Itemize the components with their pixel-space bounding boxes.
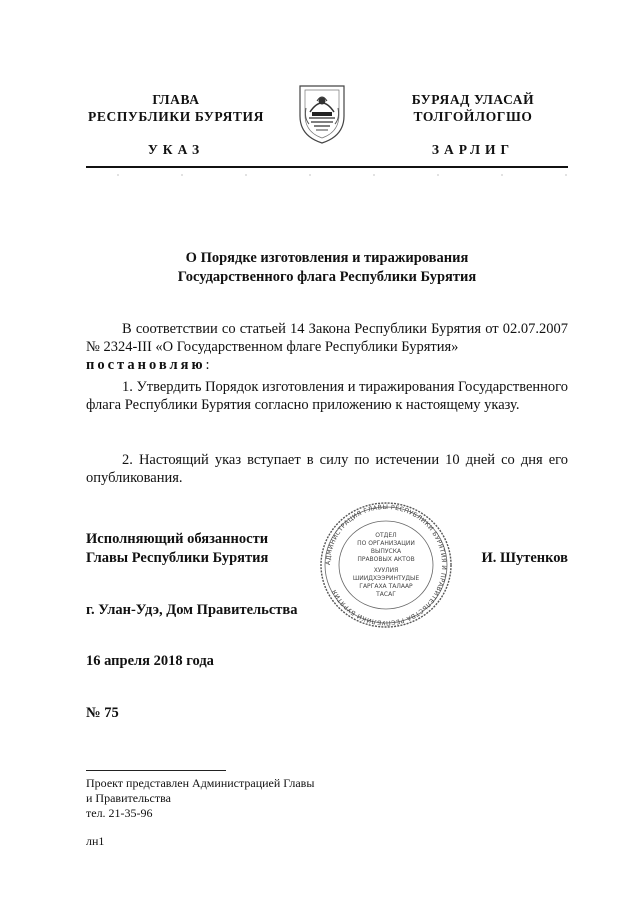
header-left-block xyxy=(86,91,266,125)
intro-text: В соответствии со статьей 14 Закона Республики Бурятия от 02.07.2007 № 2324-III «О Государственном флаге Республики Бурятия» xyxy=(86,321,568,355)
footer-line3: тел. 21-35-96 xyxy=(86,806,153,820)
footer-line2: и Правительства xyxy=(86,791,171,805)
header-left-line1: ГЛАВА xyxy=(152,92,200,107)
footer-note xyxy=(86,776,314,821)
stamp-inner-line5: ХУУЛИЯ xyxy=(373,567,399,574)
stamp-outer-text: АДМИНИСТРАЦИЯ ГЛАВЫ РЕСПУБЛИКИ БУРЯТИЯ И ПРАВИТЕЛЬСТВА РЕСПУБЛИКИ БУРЯТИЯ xyxy=(324,503,448,627)
signatory-name: И. Шутенков xyxy=(481,550,568,566)
doc-type-left: УКАЗ xyxy=(147,142,205,157)
stamp-inner-line8: ТАСАГ xyxy=(376,591,396,598)
item-2: 2. Настоящий указ вступает в силу по истечении 10 дней со дня его опубликования. xyxy=(86,452,568,486)
document-date: 16 апреля 2018 года xyxy=(86,653,214,669)
item-1: 1. Утвердить Порядок изготовления и тиражирования Государственного флага Республики Бурятия согласно приложению к настоящему указу. xyxy=(86,379,568,413)
resolve-colon: : xyxy=(205,357,210,373)
header-right-block xyxy=(378,91,568,125)
header-right-line1: БУРЯАД УЛАСАЙ xyxy=(411,92,535,107)
document-title xyxy=(86,249,568,287)
signature-position xyxy=(86,530,268,568)
intro-paragraph xyxy=(86,320,568,356)
resolve-word: постановляю xyxy=(86,357,206,373)
official-stamp xyxy=(318,500,454,630)
svg-text:АДМИНИСТРАЦИЯ ГЛАВЫ РЕСПУБЛИКИ xyxy=(325,504,447,626)
stamp-inner-line2: ПО ОРГАНИЗАЦИИ xyxy=(357,540,415,547)
place-of-signing: г. Улан-Удэ, Дом Правительства xyxy=(86,602,298,618)
header-divider xyxy=(86,166,568,168)
footer-divider xyxy=(86,770,226,771)
title-line2: Государственного флага Республики Бурятия xyxy=(177,269,477,285)
footer-line1: Проект представлен Администрацией Главы xyxy=(86,776,315,790)
stamp-inner-line1: ОТДЕЛ xyxy=(375,532,397,539)
coat-of-arms-icon xyxy=(296,80,348,146)
signature-position-line2: Главы Республики Бурятия xyxy=(86,550,269,566)
resolve-line xyxy=(86,356,568,374)
stamp-inner-line6: ШИИДХЭЭРИНТУДЫЕ xyxy=(352,575,420,582)
stamp-inner-line7: ГАРГАХА ТАЛААР xyxy=(359,583,413,590)
footer-code: лн1 xyxy=(86,834,105,848)
signature-position-line1: Исполняющий обязанности xyxy=(86,531,269,547)
stamp-inner-line3: ВЫПУСКА xyxy=(370,548,402,555)
stamp-inner-line4: ПРАВОВЫХ АКТОВ xyxy=(357,556,415,563)
header-right-line2: ТОЛГОЙЛОГШО xyxy=(413,109,533,124)
title-line1: О Порядке изготовления и тиражирования xyxy=(185,250,469,266)
header-left-line2: РЕСПУБЛИКИ БУРЯТИЯ xyxy=(88,109,264,124)
doc-type-right: ЗАРЛИГ xyxy=(431,142,515,157)
header-dotted-line xyxy=(86,173,568,177)
document-number: № 75 xyxy=(86,705,119,721)
